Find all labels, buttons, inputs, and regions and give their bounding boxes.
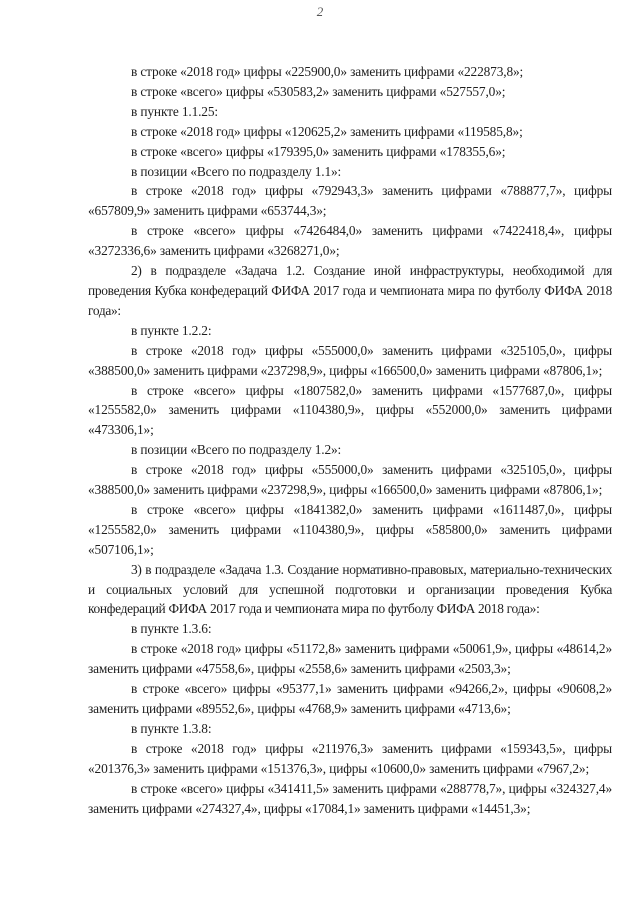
document-body (88, 62, 612, 818)
paragraph: в строке «всего» цифры «7426484,0» заменить цифрами «7422418,4», цифры «3272336,6» заменить цифрами «3268271,0»; (88, 223, 612, 259)
paragraph: в пункте 1.2.2: (131, 322, 212, 338)
paragraph: в строке «2018 год» цифры «555000,0» заменить цифрами «325105,0», цифры «388500,0» заменить цифрами «237298,9», цифры «166500,0» заменить цифрами «87806,1»; (88, 342, 612, 378)
paragraph: в позиции «Всего по подразделу 1.2»: (131, 442, 342, 458)
paragraph: 3) в подразделе «Задача 1.3. Создание нормативно-правовых, материально-технических и социальных условий для успешной подготовки и организации проведения Кубка конфедераций ФИФА 2017 года и чемпионата мира по футболу ФИФА 2018 года»: (88, 561, 612, 617)
paragraph: 2) в подразделе «Задача 1.2. Создание иной инфраструктуры, необходимой для проведения Кубка конфедераций ФИФА 2017 года и чемпионата мира по футболу ФИФА 2018 года»: (88, 263, 612, 318)
paragraph: в строке «2018 год» цифры «120625,2» заменить цифрами «119585,8»; (131, 123, 523, 139)
paragraph: в строке «2018 год» цифры «555000,0» заменить цифрами «325105,0», цифры «388500,0» заменить цифрами «237298,9», цифры «166500,0» заменить цифрами «87806,1»; (88, 462, 612, 498)
paragraph: в строке «всего» цифры «179395,0» заменить цифрами «178355,6»; (131, 143, 506, 159)
paragraph: в пункте 1.3.6: (131, 621, 212, 637)
paragraph: в строке «всего» цифры «341411,5» заменить цифрами «288778,7», цифры «324327,4» заменить цифрами «274327,4», цифры «17084,1» заменить цифрами «14451,3»; (88, 780, 612, 816)
paragraph: в строке «2018 год» цифры «51172,8» заменить цифрами «50061,9», цифры «48614,2» заменить цифрами «47558,6», цифры «2558,6» заменить цифрами «2503,3»; (88, 641, 612, 677)
paragraph: в строке «всего» цифры «95377,1» заменить цифрами «94266,2», цифры «90608,2» заменить цифрами «89552,6», цифры «4768,9» заменить цифрами «4713,6»; (88, 681, 612, 716)
paragraph: в позиции «Всего по подразделу 1.1»: (131, 163, 342, 179)
paragraph: в пункте 1.1.25: (131, 103, 218, 119)
paragraph: в строке «2018 год» цифры «792943,3» заменить цифрами «788877,7», цифры «657809,9» заменить цифрами «653744,3»; (88, 183, 612, 219)
paragraph: в строке «2018 год» цифры «225900,0» заменить цифрами «222873,8»; (131, 64, 524, 79)
page-number: 2 (316, 4, 324, 19)
paragraph: в строке «всего» цифры «530583,2» заменить цифрами «527557,0»; (131, 83, 506, 99)
paragraph: в строке «всего» цифры «1841382,0» заменить цифрами «1611487,0», цифры «1255582,0» заменить цифрами «1104380,9», цифры «585800,0» заменить цифрами «507106,1»; (88, 501, 612, 557)
paragraph: в строке «2018 год» цифры «211976,3» заменить цифрами «159343,5», цифры «201376,3» заменить цифрами «151376,3», цифры «10600,0» заменить цифрами «7967,2»; (88, 740, 612, 776)
paragraph: в пункте 1.3.8: (131, 720, 212, 736)
paragraph: в строке «всего» цифры «1807582,0» заменить цифрами «1577687,0», цифры «1255582,0» заменить цифрами «1104380,9», цифры «552000,0» заменить цифрами «473306,1»; (88, 382, 612, 438)
